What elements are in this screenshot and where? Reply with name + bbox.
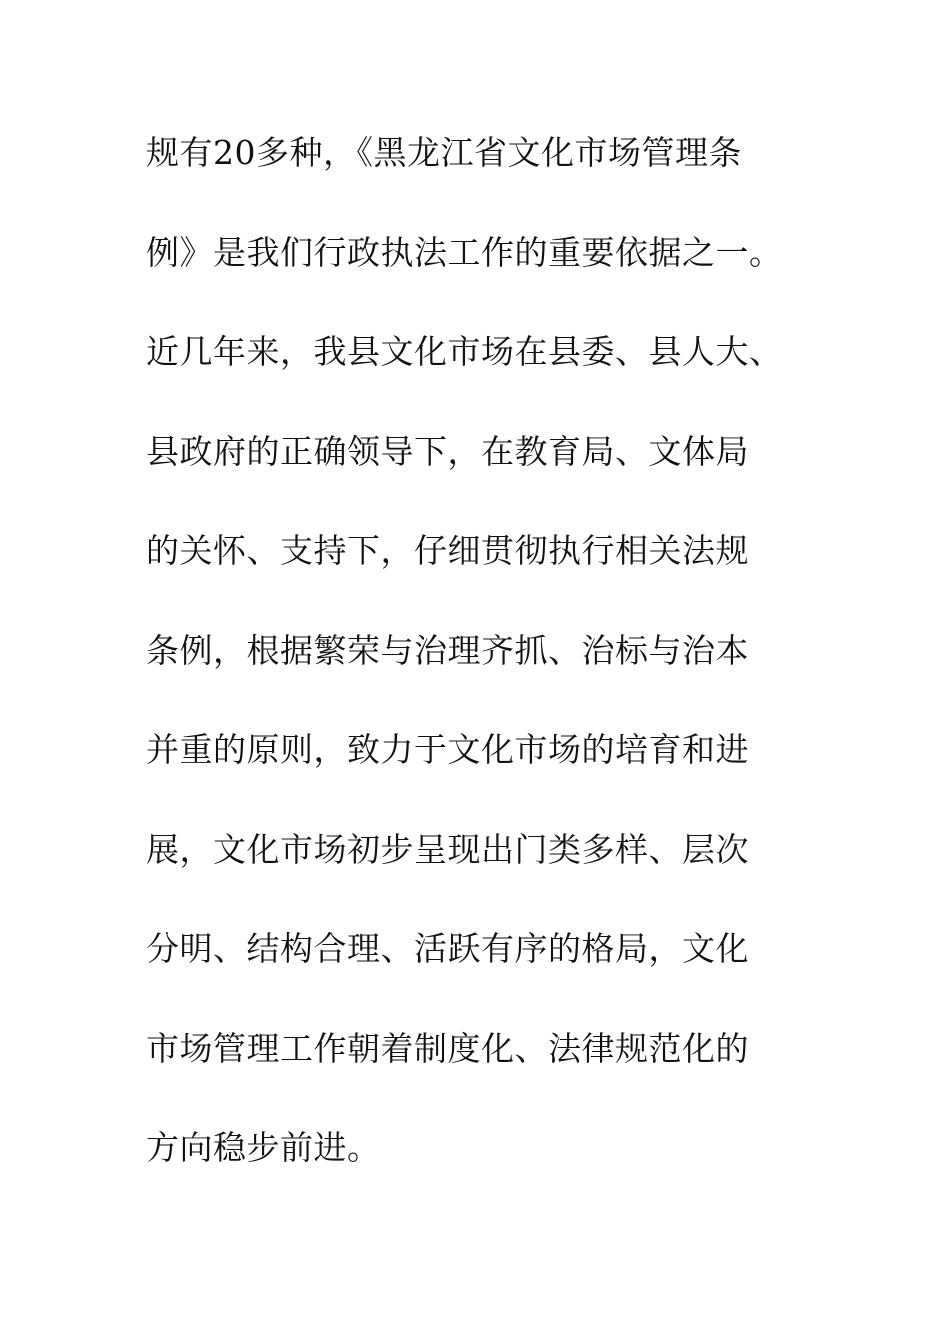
text-line-2: 例》是我们行政执法工作的重要依据之一。 <box>146 232 783 272</box>
text-line-4: 县政府的正确领导下，在教育局、文体局 <box>146 431 749 471</box>
body-paragraph <box>146 128 826 1223</box>
text-line-10: 市场管理工作朝着制度化、法律规范化的 <box>146 1028 749 1068</box>
text-line-1: 规有20多种，《黑龙江省文化市场管理条 <box>146 133 742 172</box>
text-line-9: 分明、结构合理、活跃有序的格局，文化 <box>146 929 749 968</box>
text-line-11: 方向稳步前进。 <box>146 1128 381 1167</box>
text-line-3: 近几年来，我县文化市场在县委、县人大、 <box>146 332 783 371</box>
text-line-5: 的关怀、支持下，仔细贯彻执行相关法规 <box>146 531 749 570</box>
text-line-8: 展，文化市场初步呈现出门类多样、层次 <box>146 829 749 869</box>
text-line-7: 并重的原则，致力于文化市场的培育和进 <box>146 730 749 769</box>
text-line-6: 条例，根据繁荣与治理齐抓、治标与治本 <box>146 630 749 670</box>
